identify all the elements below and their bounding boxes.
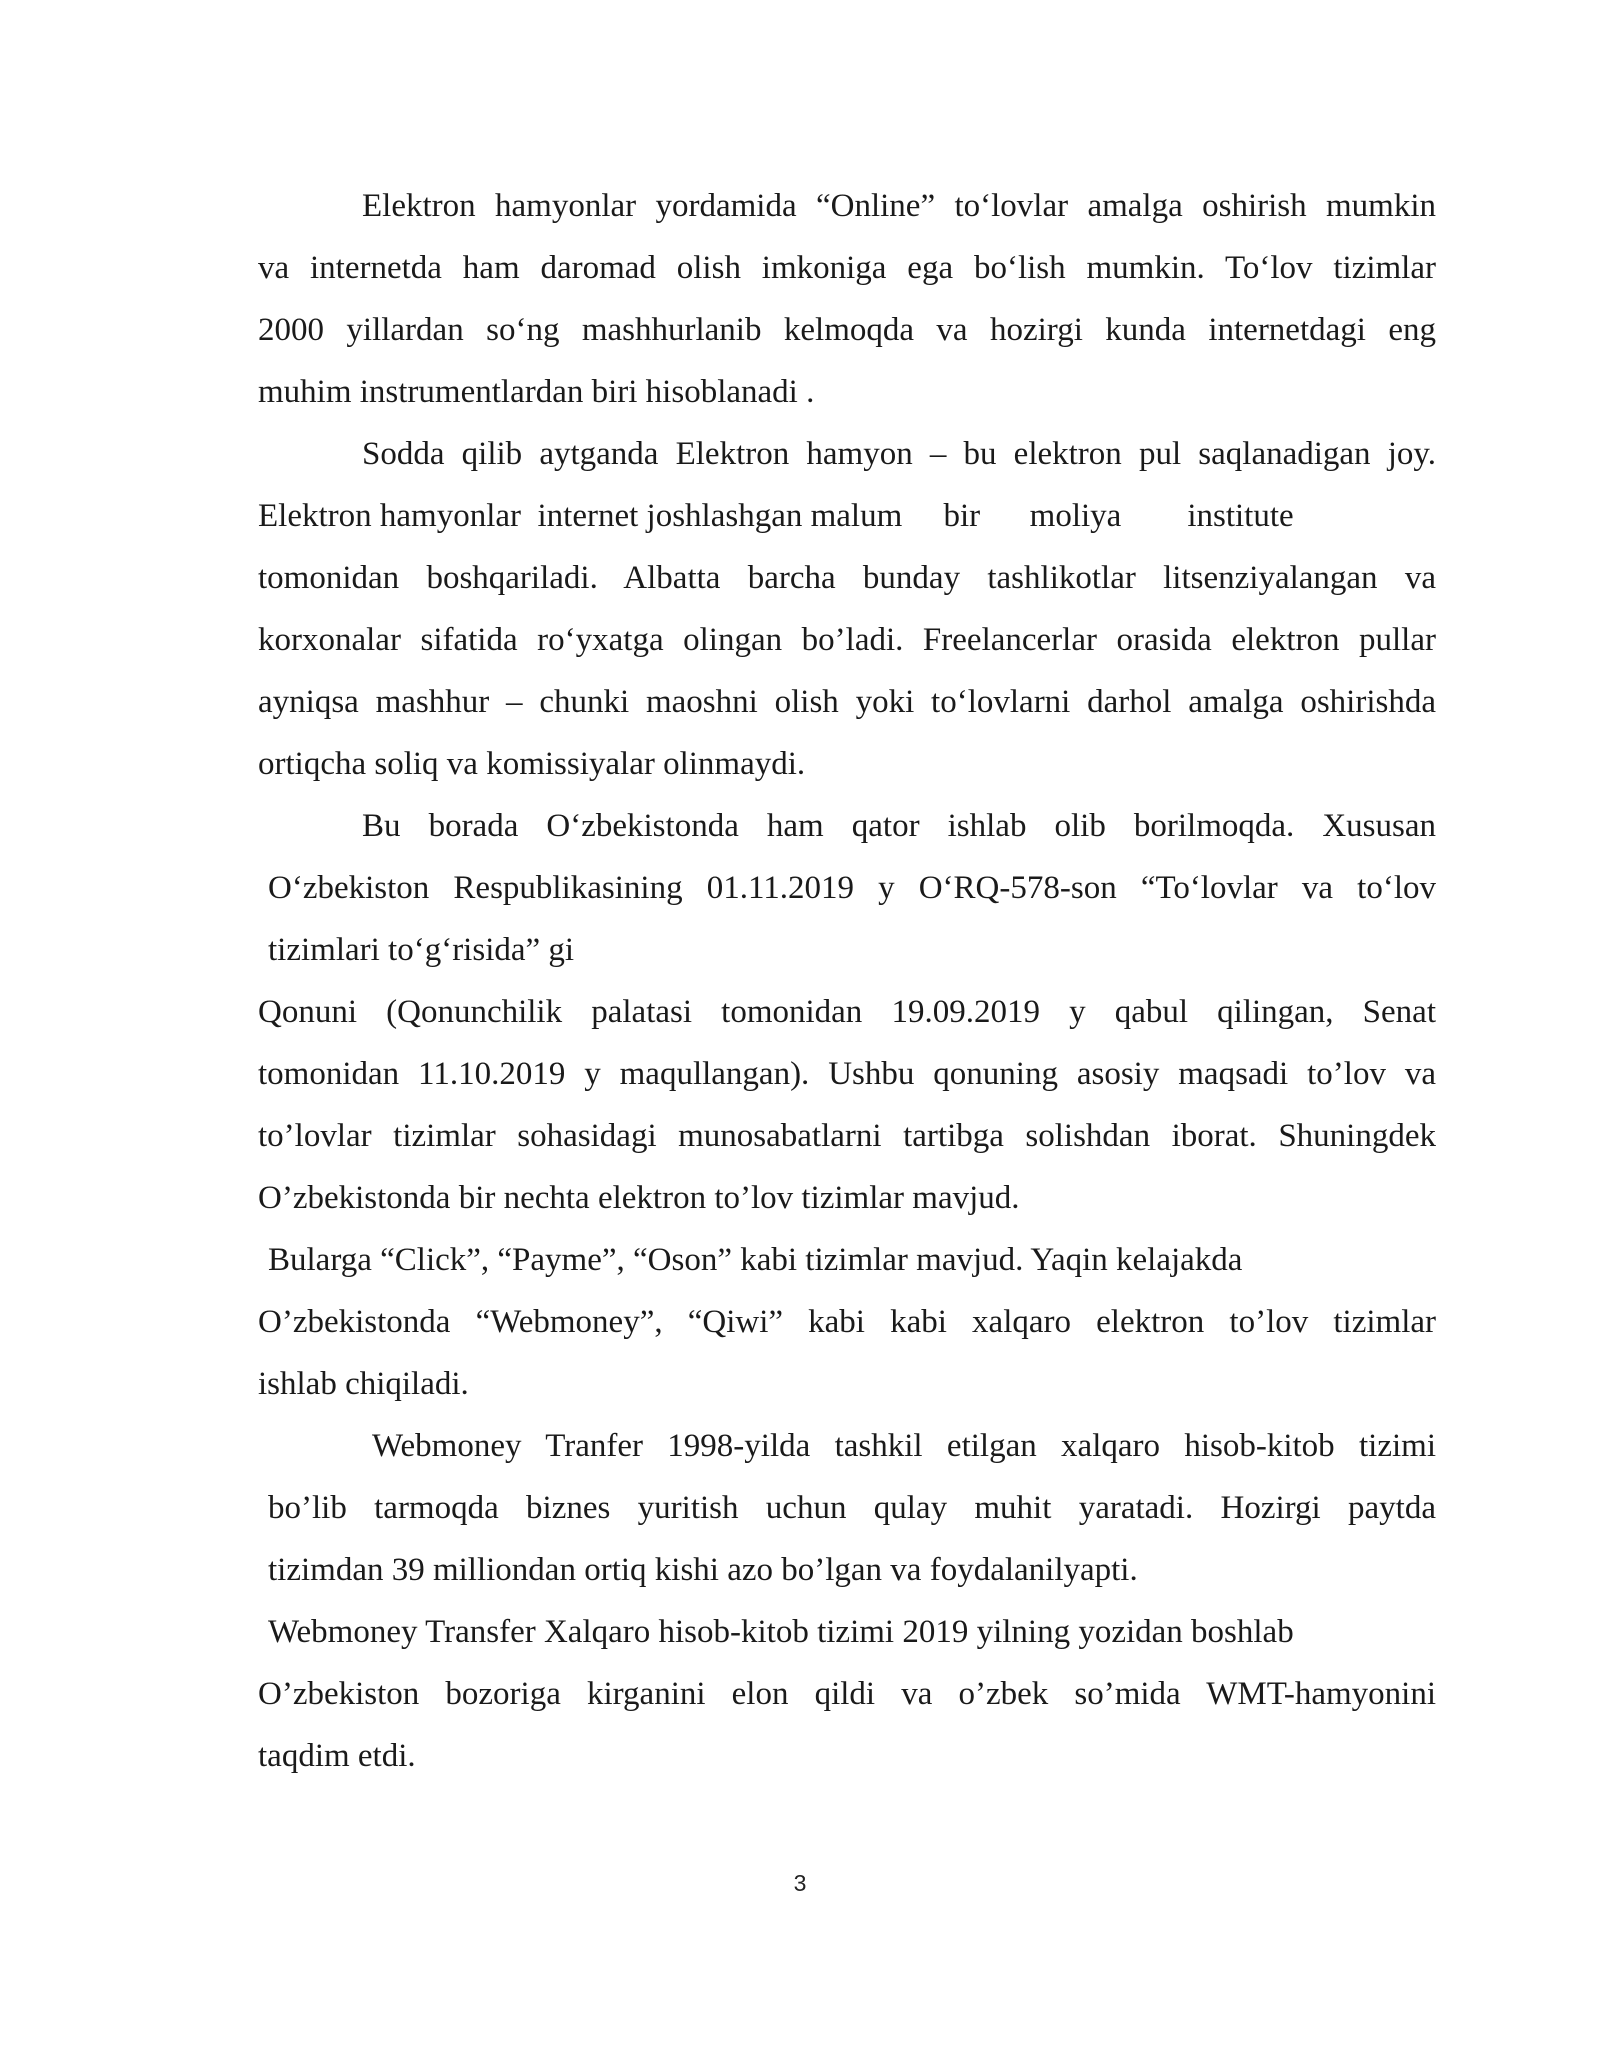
text-line: tomonidan 11.10.2019 y maqullangan). Ushbu qonuning asosiy maqsadi to’lov va [258,1056,1436,1092]
text-line: Webmoney Transfer Xalqaro hisob-kitob tizimi 2019 yilning yozidan boshlab [268,1614,1294,1650]
text-line: tizimlari to‘g‘risida” gi [268,932,575,968]
text-line: ortiqcha soliq va komissiyalar olinmaydi. [258,746,806,782]
text-line: ishlab chiqiladi. [258,1366,469,1402]
page-number: 3 [793,1870,807,1896]
text-line: va internetda ham daromad olish imkoniga ega bo‘lish mumkin. To‘lov tizimlar [258,250,1436,286]
text-line: Elektron hamyonlar internet joshlashgan malum bir moliya institute [258,498,1294,534]
text-line: O’zbekistonda “Webmoney”, “Qiwi” kabi kabi xalqaro elektron to’lov tizimlar [258,1304,1436,1340]
text-line: Webmoney Tranfer 1998-yilda tashkil etilgan xalqaro hisob-kitob tizimi [372,1428,1436,1464]
text-line: O‘zbekiston Respublikasining 01.11.2019 y O‘RQ-578-son “To‘lovlar va to‘lov [268,870,1436,906]
text-line: O’zbekiston bozoriga kirganini elon qildi va o’zbek so’mida WMT-hamyonini [258,1676,1436,1712]
text-line: O’zbekistonda bir nechta elektron to’lov tizimlar mavjud. [258,1180,1020,1216]
text-line: 2000 yillardan so‘ng mashhurlanib kelmoqda va hozirgi kunda internetdagi eng [258,312,1436,348]
text-line: Elektron hamyonlar yordamida “Online” to‘lovlar amalga oshirish mumkin [362,188,1436,224]
text-line: Qonuni (Qonunchilik palatasi tomonidan 19.09.2019 y qabul qilingan, Senat [258,994,1436,1030]
text-line: taqdim etdi. [258,1738,416,1774]
text-line: to’lovlar tizimlar sohasidagi munosabatlarni tartibga solishdan iborat. Shuningdek [258,1118,1436,1154]
text-line: ayniqsa mashhur – chunki maoshni olish yoki to‘lovlarni darhol amalga oshirishda [258,684,1436,720]
text-line: Bularga “Click”, “Payme”, “Oson” kabi tizimlar mavjud. Yaqin kelajakda [268,1242,1243,1278]
text-line: tizimdan 39 milliondan ortiq kishi azo bo’lgan va foydalanilyapti. [268,1552,1138,1588]
text-line: Sodda qilib aytganda Elektron hamyon – bu elektron pul saqlanadigan joy. [362,436,1436,472]
text-line: bo’lib tarmoqda biznes yuritish uchun qulay muhit yaratadi. Hozirgi paytda [268,1490,1436,1526]
text-line: tomonidan boshqariladi. Albatta barcha bunday tashlikotlar litsenziyalangan va [258,560,1436,596]
text-line: korxonalar sifatida ro‘yxatga olingan bo’ladi. Freelancerlar orasida elektron pullar [258,622,1436,658]
text-line: muhim instrumentlardan biri hisoblanadi . [258,374,815,410]
text-line: Bu borada O‘zbekistonda ham qator ishlab olib borilmoqda. Xususan [362,808,1436,844]
